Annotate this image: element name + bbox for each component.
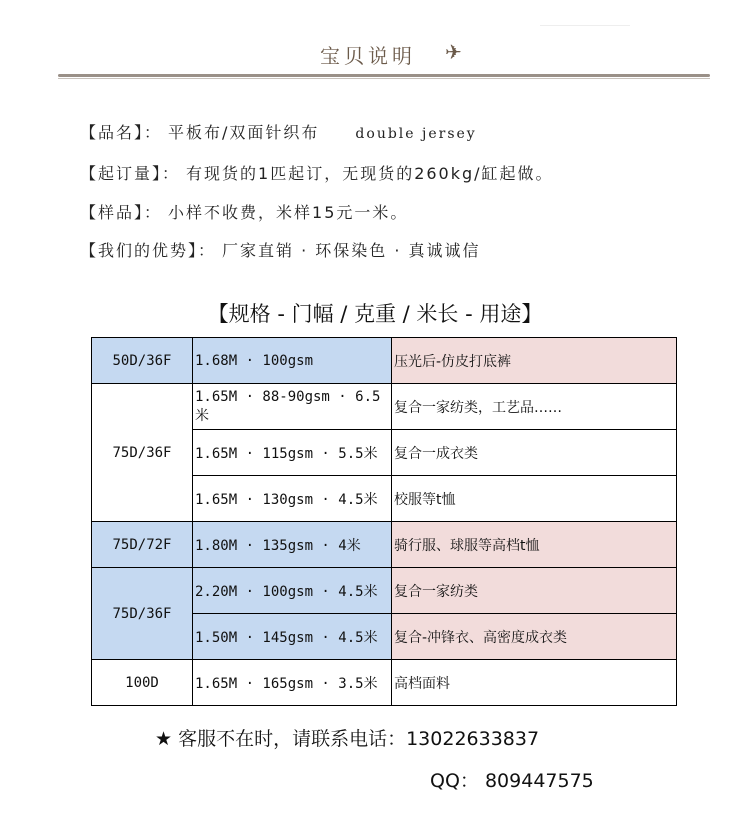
size-cell: 1.65M · 115gsm · 5.5米 — [193, 430, 392, 476]
qq-label: QQ： — [430, 770, 479, 792]
info-advantages — [80, 238, 487, 261]
size-cell: 2.20M · 100gsm · 4.5米 — [193, 568, 392, 614]
info-samples — [80, 200, 414, 223]
usage-cell: 复合一家纺类，工艺品…… — [392, 384, 677, 430]
section-header: 宝贝说明 — [320, 44, 416, 68]
bird-icon: ✈ — [445, 40, 462, 64]
info-label: 【样品】： — [80, 203, 163, 222]
header-divider — [58, 74, 710, 77]
info-product-name — [80, 120, 483, 143]
qq-number: 809447575 — [484, 770, 594, 792]
usage-cell: 压光后-仿皮打底裤 — [392, 338, 677, 384]
usage-cell: 骑行服、球服等高档t恤 — [392, 522, 677, 568]
star-icon: ★ — [155, 728, 173, 750]
usage-cell: 复合一成衣类 — [392, 430, 677, 476]
info-value: 厂家直销 · 环保染色 · 真诚诚信 — [222, 241, 481, 260]
info-label: 【我们的优势】： — [80, 241, 217, 260]
spec-cell: 75D/36F — [92, 384, 193, 522]
divider — [540, 25, 630, 26]
info-moq — [80, 161, 560, 184]
header-divider-shadow — [58, 78, 710, 79]
spec-cell: 75D/72F — [92, 522, 193, 568]
contact-text: 客服不在时，请联系电话：13022633837 — [178, 728, 540, 750]
size-cell: 1.50M · 145gsm · 4.5米 — [193, 614, 392, 660]
spec-table — [91, 337, 677, 706]
spec-cell: 50D/36F — [92, 338, 193, 384]
info-label: 【起订量】： — [80, 164, 181, 183]
table-title: 【规格 - 门幅 / 克重 / 米长 - 用途】 — [207, 302, 543, 326]
usage-cell: 复合一家纺类 — [392, 568, 677, 614]
table-row — [92, 384, 677, 430]
size-cell: 1.80M · 135gsm · 4米 — [193, 522, 392, 568]
size-cell: 1.68M · 100gsm — [193, 338, 392, 384]
table-row — [92, 338, 677, 384]
spec-cell: 100D — [92, 660, 193, 706]
spec-cell: 75D/36F — [92, 568, 193, 660]
info-label: 【品名】： — [80, 123, 163, 142]
usage-cell: 复合-冲锋衣、高密度成衣类 — [392, 614, 677, 660]
table-row — [92, 660, 677, 706]
size-cell: 1.65M · 88-90gsm · 6.5米 — [193, 384, 392, 430]
table-row — [92, 568, 677, 614]
contact-phone — [155, 724, 539, 751]
info-extra: double jersey — [355, 126, 477, 142]
info-value: 有现货的1匹起订，无现货的260kg/缸起做。 — [186, 164, 554, 183]
size-cell: 1.65M · 130gsm · 4.5米 — [193, 476, 392, 522]
size-cell: 1.65M · 165gsm · 3.5米 — [193, 660, 392, 706]
contact-qq — [430, 766, 594, 793]
usage-cell: 高档面料 — [392, 660, 677, 706]
info-value: 平板布/双面针织布 — [168, 123, 320, 142]
table-row — [92, 522, 677, 568]
usage-cell: 校服等t恤 — [392, 476, 677, 522]
info-value: 小样不收费，米样15元一米。 — [168, 203, 409, 222]
